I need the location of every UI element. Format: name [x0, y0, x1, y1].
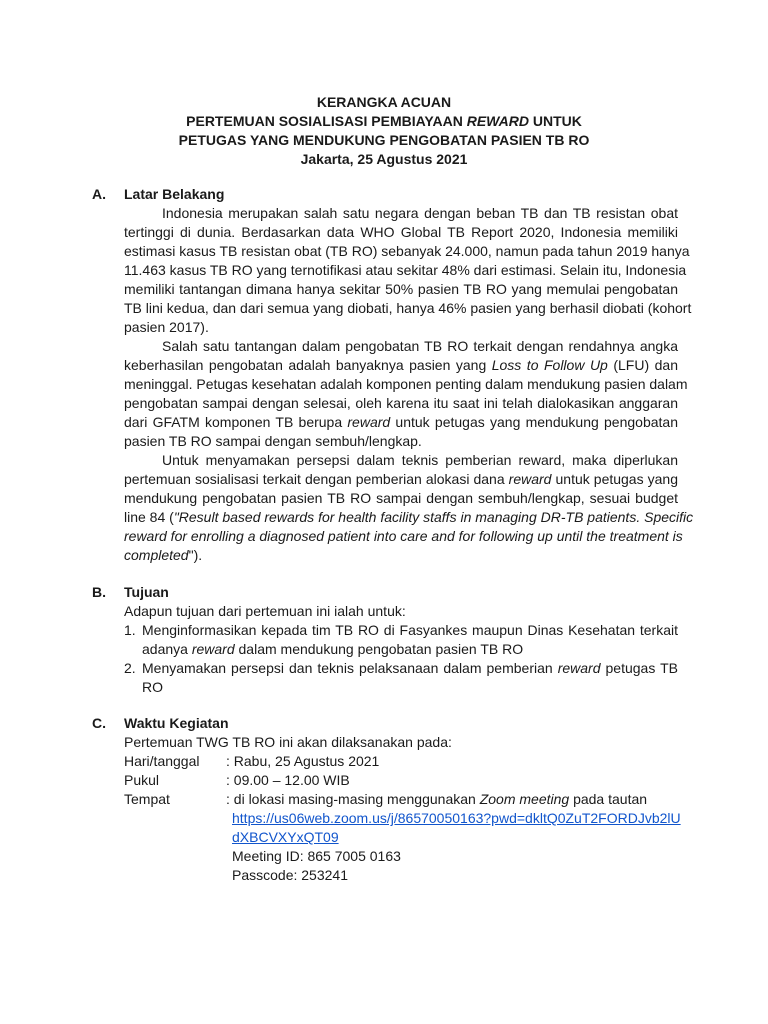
title-line-1: KERANGKA ACUAN	[316, 94, 452, 110]
zoom-link-continued[interactable]: dXBCVXYxQT09	[232, 829, 339, 845]
list-item: 2. Menyamakan persepsi dan teknis pelaksanaan dalam pemberian reward petugas TB RO	[124, 660, 678, 695]
passcode: Passcode: 253241	[232, 867, 348, 883]
schedule-block	[124, 733, 684, 885]
schedule-time-row: Pukul : 09.00 – 12.00 WIB	[124, 772, 350, 788]
objectives-list	[124, 621, 678, 697]
list-item: 1. Menginformasikan kepada tim TB RO di Fasyankes maupun Dinas Kesehatan terkait adanya reward dalam mendukung pengobatan pasien TB RO	[124, 622, 678, 657]
schedule-date-row: Hari/tanggal : Rabu, 25 Agustus 2021	[124, 753, 380, 769]
section-c-heading: C. Waktu Kegiatan	[92, 715, 229, 731]
title-line-3: PETUGAS YANG MENDUKUNG PENGOBATAN PASIEN TB RO	[178, 132, 590, 148]
section-a-paragraph-2: Salah satu tantangan dalam pengobatan TB RO terkait dengan rendahnya angka keberhasilan pengobatan adalah banyaknya pasien yang Loss to Follow Up (LFU) dan meninggal. Petugas kesehatan adalah komponen penting dalam mendukung pasien dalam pengobatan sampai dengan selesai, oleh karena itu saat ini telah dialokasikan anggaran dari GFATM komponen TB berupa reward untuk petugas yang mendukung pengobatan pasien TB RO sampai dengan sembuh/lengkap.	[124, 338, 688, 449]
title-line-2: PERTEMUAN SOSIALISASI PEMBIAYAAN REWARD UNTUK	[186, 113, 582, 129]
section-a-paragraph-1: Indonesia merupakan salah satu negara dengan beban TB dan TB resistan obat tertinggi di dunia. Berdasarkan data WHO Global TB Report 2020, Indonesia memiliki estimasi kasus TB resistan obat (TB RO) sebanyak 24.000, namun pada tahun 2019 hanya 11.463 kasus TB RO yang ternotifikasi atau sekitar 48% dari estimasi. Selain itu, Indonesia memiliki tantangan dimana hanya sekitar 50% pasien TB RO yang memulai pengobatan TB lini kedua, dan dari semua yang diobati, hanya 46% pasien yang berhasil diobati (kohort pasien 2017).	[124, 205, 692, 335]
meeting-id: Meeting ID: 865 7005 0163	[232, 848, 401, 864]
schedule-place-row: Tempat : di lokasi masing-masing menggunakan Zoom meeting pada tautan	[124, 791, 648, 807]
section-b-intro: Adapun tujuan dari pertemuan ini ialah untuk:	[124, 603, 406, 619]
section-a-paragraph-3: Untuk menyamakan persepsi dalam teknis pemberian reward, maka diperlukan pertemuan sosialisasi terkait dengan pemberian alokasi dana reward untuk petugas yang mendukung pengobatan pasien TB RO sampai dengan sembuh/lengkap, sesuai budget line 84 ("Result based rewards for health facility staffs in managing DR-TB patients. Specific reward for enrolling a diagnosed patient into care and for following up until the treatment is completed").	[124, 452, 694, 563]
zoom-link[interactable]: https://us06web.zoom.us/j/86570050163?pwd=dkltQ0ZuT2FORDJvb2lU	[232, 810, 681, 826]
document-title	[0, 93, 768, 169]
section-b-heading: B. Tujuan	[92, 584, 169, 600]
section-a-heading: A. Latar Belakang	[92, 186, 225, 202]
title-date: Jakarta, 25 Agustus 2021	[300, 151, 468, 167]
schedule-intro: Pertemuan TWG TB RO ini akan dilaksanakan pada:	[124, 734, 452, 750]
